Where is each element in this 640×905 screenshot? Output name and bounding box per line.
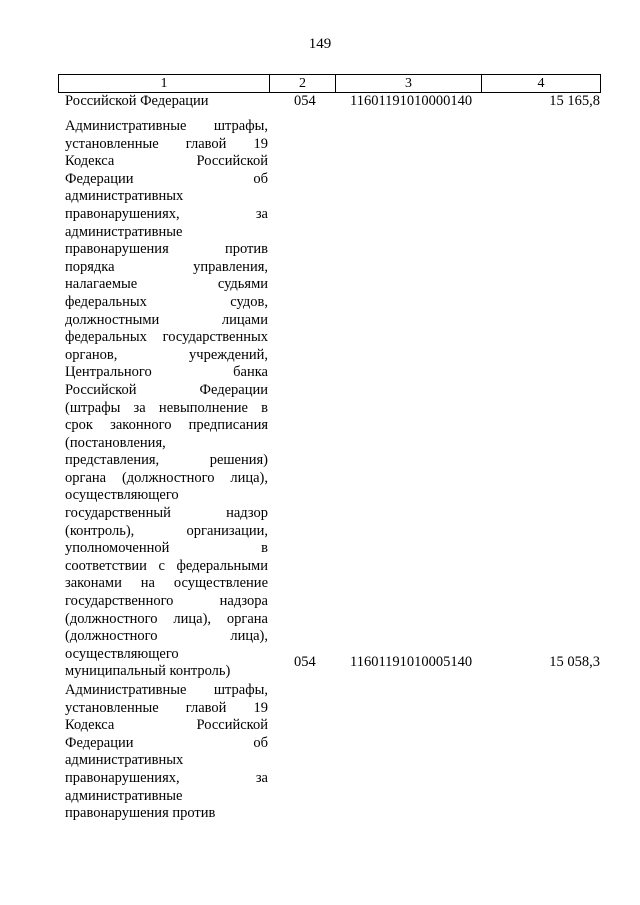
name-line: (постановления,	[65, 434, 166, 451]
column-header-2: 2	[270, 75, 336, 93]
name-line: органов, учреждений,	[65, 346, 268, 363]
name-line: Центрального банка	[65, 364, 268, 381]
column-header-3: 3	[336, 75, 482, 93]
name-line: правонарушения против	[65, 241, 268, 258]
name-line: порядка управления,	[65, 258, 268, 275]
column-header-4: 4	[482, 75, 601, 93]
row-amount: 15 165,8	[549, 93, 600, 109]
column-header-row	[59, 75, 601, 93]
row-kbk-code: 11601191010000140	[350, 93, 473, 109]
column-header-1: 1	[59, 75, 270, 93]
name-line: (штрафы за невыполнение в	[65, 399, 268, 416]
name-line: законами на осуществление	[65, 575, 268, 592]
row-admin-code: 054	[294, 93, 316, 109]
name-line: осуществляющего	[65, 645, 179, 662]
name-line: установленные главой 19	[65, 135, 268, 152]
row-name	[65, 682, 268, 823]
row-name: Российской Федерации	[65, 93, 209, 109]
name-line: федеральных государственных	[65, 329, 268, 346]
name-line: установленные главой 19	[65, 699, 268, 716]
name-line: государственный надзор	[65, 505, 268, 522]
name-line: муниципальный контроль)	[65, 663, 231, 680]
name-line: налагаемые судьями	[65, 276, 268, 293]
row-amount: 15 058,3	[549, 654, 600, 670]
name-line: должностными лицами	[65, 311, 268, 328]
name-line: федеральных судов,	[65, 293, 268, 310]
name-line: соответствии с федеральными	[65, 557, 268, 574]
name-line: Административные штрафы,	[65, 682, 268, 698]
name-line: срок законного предписания	[65, 417, 268, 434]
name-line: (должностного лица),	[65, 628, 268, 645]
name-line: административные	[65, 787, 183, 804]
name-line: правонарушениях, за	[65, 769, 268, 786]
name-line: (контроль), организации,	[65, 522, 268, 539]
column-header-table	[58, 74, 601, 93]
name-line: Федерации об	[65, 170, 268, 187]
name-line: Административные штрафы,	[65, 118, 268, 134]
name-line: органа (должностного лица),	[65, 469, 268, 486]
name-line: правонарушения против	[65, 805, 216, 822]
page-number: 149	[308, 36, 332, 52]
name-line: административные	[65, 223, 183, 240]
name-line: Кодекса Российской	[65, 717, 268, 734]
name-line: Федерации об	[65, 734, 268, 751]
row-name	[65, 118, 268, 681]
row-kbk-code: 11601191010005140	[350, 654, 473, 670]
row-admin-code: 054	[294, 654, 316, 670]
name-line: Кодекса Российской	[65, 153, 268, 170]
name-line: государственного надзора	[65, 593, 268, 610]
name-line: уполномоченной в	[65, 540, 268, 557]
name-line: представления, решения)	[65, 452, 268, 469]
name-line: (должностного лица), органа	[65, 610, 268, 627]
name-line: Российской Федерации	[65, 381, 268, 398]
name-line: административных	[65, 188, 184, 205]
name-line: правонарушениях, за	[65, 205, 268, 222]
name-line: административных	[65, 752, 184, 769]
name-line: осуществляющего	[65, 487, 179, 504]
